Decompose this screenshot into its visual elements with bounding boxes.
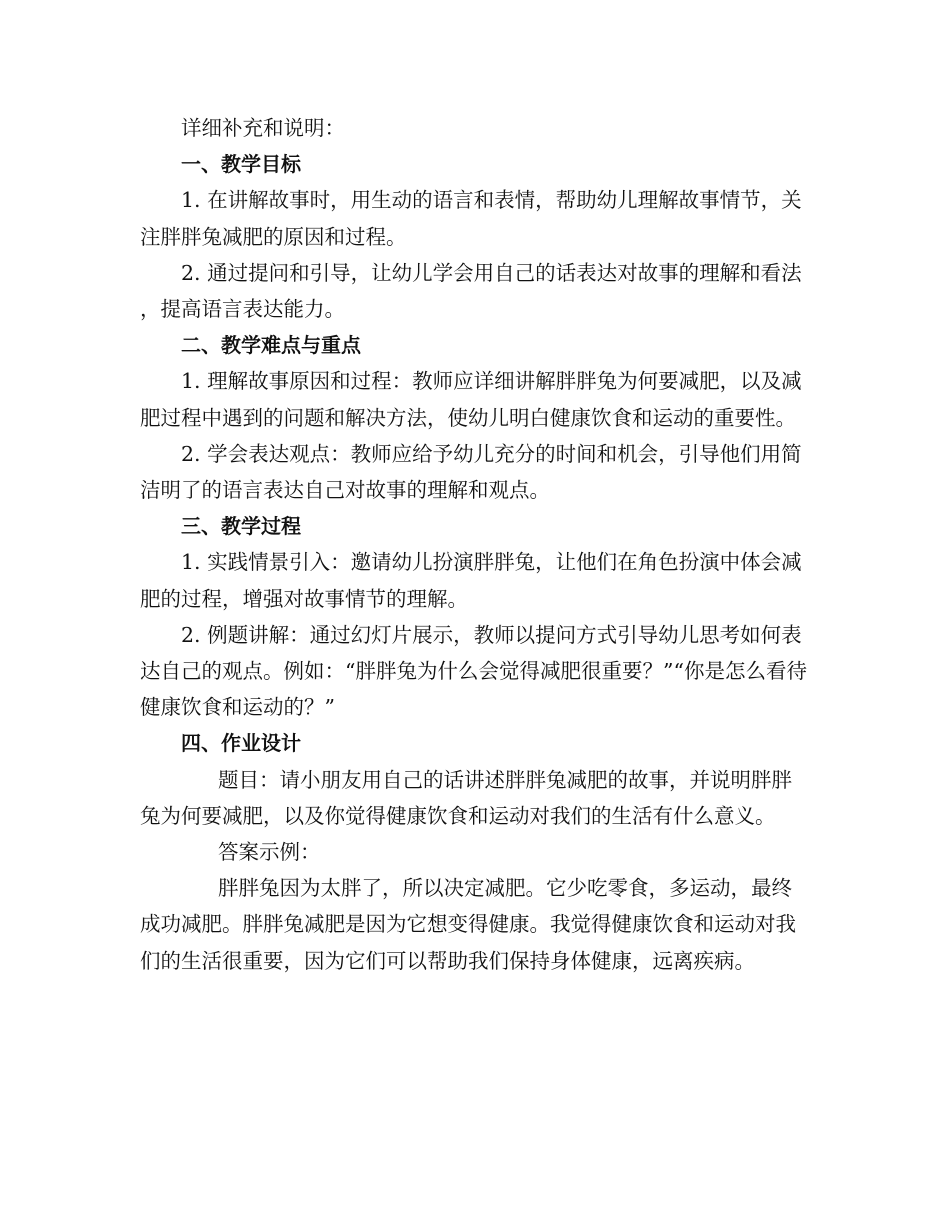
objective-item-2: 2. 通过提问和引导，让幼儿学会用自己的话表达对故事的理解和看法，提高语言表达能力。 (140, 260, 802, 322)
process-item-2: 2. 例题讲解：通过幻灯片展示，教师以提问方式引导幼儿思考如何表达自己的观点。例如：“胖胖兔为什么会觉得减肥很重要？”“你是怎么看待健康饮食和运动的？” (140, 622, 807, 720)
section-heading-process: 三、教学过程 (181, 514, 301, 539)
process-item-1: 1. 实践情景引入：邀请幼儿扮演胖胖兔，让他们在角色扮演中体会减肥的过程，增强对故事情节的理解。 (140, 550, 802, 611)
key-point-item-1: 1. 理解故事原因和过程：教师应详细讲解胖胖兔为何要减肥，以及减肥过程中遇到的问题和解决方法，使幼儿明白健康饮食和运动的重要性。 (140, 369, 802, 430)
section-heading-homework: 四、作业设计 (181, 731, 301, 756)
answer-example-text: 胖胖兔因为太胖了，所以决定减肥。它少吃零食，多运动，最终成功减肥。胖胖兔减肥是因为它想变得健康。我觉得健康饮食和运动对我们的生活很重要，因为它们可以帮助我们保持身体健康，远离疾病。 (140, 876, 796, 973)
key-point-item-2: 2. 学会表达观点：教师应给予幼儿充分的时间和机会，引导他们用简洁明了的语言表达自己对故事的理解和观点。 (140, 441, 802, 503)
intro-text: 详细补充和说明： (181, 116, 345, 140)
answer-example-label: 答案示例： (218, 840, 321, 865)
document-body (140, 110, 812, 979)
section-heading-key-points: 二、教学难点与重点 (181, 333, 361, 358)
homework-question: 题目：请小朋友用自己的话讲述胖胖兔减肥的故事，并说明胖胖兔为何要减肥，以及你觉得健康饮食和运动对我们的生活有什么意义。 (140, 767, 792, 828)
section-heading-objectives: 一、教学目标 (181, 152, 301, 177)
objective-item-1: 1. 在讲解故事时，用生动的语言和表情，帮助幼儿理解故事情节，关注胖胖兔减肥的原因和过程。 (140, 188, 802, 249)
